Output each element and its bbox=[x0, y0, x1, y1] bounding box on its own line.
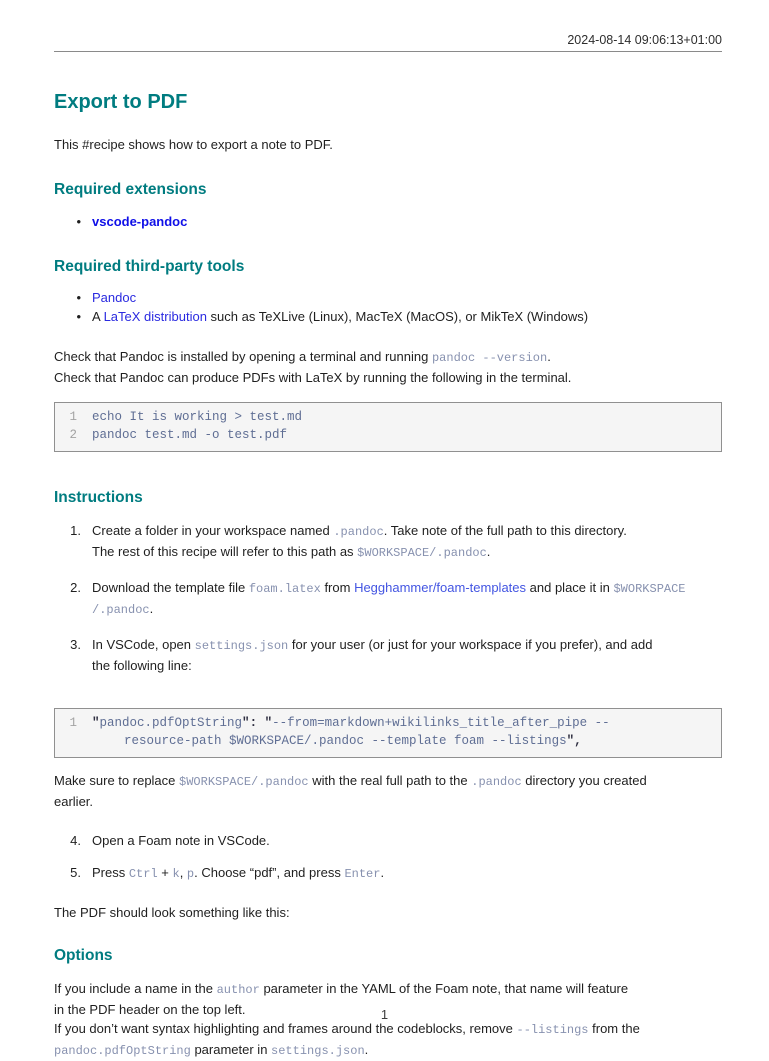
inline-code: pandoc.pdfOptString bbox=[99, 716, 243, 730]
inline-code: resource-path $WORKSPACE/.pandoc --template foam --listings bbox=[124, 733, 567, 748]
page-title: Export to PDF bbox=[54, 91, 188, 113]
text-line bbox=[92, 578, 722, 599]
text-line bbox=[54, 1040, 722, 1061]
inline-code: Ctrl bbox=[128, 867, 158, 881]
text-segment: Press bbox=[92, 865, 129, 880]
text-segment: and place it in bbox=[526, 580, 614, 595]
intro-paragraph bbox=[54, 135, 722, 154]
code-text bbox=[92, 715, 610, 733]
list-item-text bbox=[92, 289, 722, 308]
line-number: 1 bbox=[69, 410, 77, 424]
code-string-delimiter: " bbox=[264, 716, 273, 730]
link[interactable]: Hegghammer/foam-templates bbox=[354, 580, 527, 595]
text-line bbox=[92, 521, 722, 542]
text-segment: . Take note of the full path to this directory. bbox=[383, 523, 627, 538]
list-marker: • bbox=[76, 214, 81, 229]
text-segment: . bbox=[149, 601, 154, 616]
text-segment: directory you created bbox=[521, 773, 647, 788]
text-segment: with the real full path to the bbox=[308, 773, 472, 788]
text-segment: Create a folder in your workspace named bbox=[92, 523, 334, 538]
list-item bbox=[54, 289, 722, 308]
page-header bbox=[54, 0, 722, 52]
list-marker: 2. bbox=[70, 580, 81, 595]
text-segment: . bbox=[364, 1042, 369, 1057]
list-item-text bbox=[92, 521, 722, 563]
list-marker: • bbox=[76, 290, 81, 305]
text-segment: Check that Pandoc is installed by opening a terminal and running bbox=[54, 349, 432, 364]
list-marker: 4. bbox=[70, 833, 81, 848]
text-line bbox=[54, 368, 722, 387]
text-segment: the following line: bbox=[92, 658, 192, 673]
text-segment: Download the template file bbox=[92, 580, 249, 595]
list-item bbox=[54, 578, 722, 620]
inline-code: .pandoc bbox=[471, 775, 522, 789]
text-segment: in the PDF header on the top left. bbox=[54, 1002, 246, 1017]
code-string-delimiter: " bbox=[92, 716, 100, 730]
inline-code: pandoc.pdfOptString bbox=[54, 1044, 191, 1058]
header-rule bbox=[54, 51, 722, 52]
text-line bbox=[92, 213, 722, 232]
list-marker: 1. bbox=[70, 523, 81, 538]
code-string-delimiter: : bbox=[249, 716, 265, 730]
text-segment: . Choose “pdf”, and press bbox=[194, 865, 345, 880]
link[interactable]: Pandoc bbox=[92, 290, 137, 305]
text-line bbox=[54, 903, 722, 922]
inline-code: Enter bbox=[344, 867, 381, 881]
text-segment: A bbox=[92, 309, 104, 324]
list-item-text bbox=[92, 635, 722, 675]
list-marker: 5. bbox=[70, 865, 81, 880]
text-segment: from bbox=[320, 580, 355, 595]
inline-code: echo It is working > test.md bbox=[92, 410, 303, 424]
list-item-text bbox=[92, 213, 722, 232]
instructions-list-steps-4-5 bbox=[54, 831, 722, 884]
code-line bbox=[57, 715, 711, 733]
extensions-list bbox=[54, 213, 722, 232]
list-marker: 3. bbox=[70, 637, 81, 652]
list-item bbox=[54, 863, 722, 884]
line-number: 1 bbox=[69, 716, 77, 730]
text-line bbox=[92, 308, 722, 327]
text-line bbox=[54, 792, 722, 811]
link[interactable]: vscode-pandoc bbox=[92, 214, 188, 229]
page-number: 1 bbox=[380, 1007, 389, 1022]
text-line bbox=[92, 289, 722, 308]
text-segment: This #recipe shows how to export a note to PDF. bbox=[54, 137, 333, 152]
text-segment: , bbox=[179, 865, 187, 880]
heading-options: Options bbox=[54, 947, 113, 964]
list-item-text bbox=[92, 863, 722, 884]
line-number bbox=[57, 733, 77, 751]
text-segment: . bbox=[380, 865, 385, 880]
inline-code: p bbox=[186, 867, 195, 881]
heading-required-extensions: Required extensions bbox=[54, 181, 207, 198]
text-segment: Open a Foam note in VSCode. bbox=[92, 833, 270, 848]
replace-paragraph bbox=[54, 771, 722, 811]
text-segment: earlier. bbox=[54, 794, 94, 809]
list-item-text bbox=[92, 578, 722, 620]
heading-instructions: Instructions bbox=[54, 489, 143, 506]
text-line bbox=[54, 771, 722, 792]
text-segment: parameter in the YAML of the Foam note, that name will feature bbox=[259, 981, 629, 996]
inline-code: $WORKSPACE bbox=[613, 582, 686, 596]
text-segment: Make sure to replace bbox=[54, 773, 180, 788]
list-item-text bbox=[92, 308, 722, 327]
inline-code: /.pandoc bbox=[92, 603, 150, 617]
text-segment: such as TeXLive (Linux), MacTeX (MacOS), or MikTeX (Windows) bbox=[206, 309, 589, 324]
text-line bbox=[54, 1019, 722, 1040]
code-text bbox=[92, 427, 287, 445]
text-segment: parameter in bbox=[190, 1042, 272, 1057]
tools-list bbox=[54, 289, 722, 327]
inline-code: pandoc test.md -o test.pdf bbox=[92, 427, 288, 442]
text-segment: . bbox=[486, 544, 491, 559]
text-line bbox=[54, 979, 722, 1000]
list-item bbox=[54, 831, 722, 850]
inline-code: k bbox=[172, 867, 180, 881]
code-string-delimiter: ", bbox=[566, 733, 582, 748]
list-item bbox=[54, 213, 722, 232]
text-line bbox=[92, 863, 722, 884]
text-line bbox=[92, 831, 722, 850]
text-segment: for your user (or just for your workspace if you prefer), and add bbox=[288, 637, 653, 652]
inline-code: settings.json bbox=[271, 1044, 365, 1058]
text-segment: Check that Pandoc can produce PDFs with LaTeX by running the following in the terminal. bbox=[54, 370, 572, 385]
code-text bbox=[92, 409, 302, 427]
text-segment: If you don’t want syntax highlighting and frames around the codeblocks, remove bbox=[54, 1021, 517, 1036]
code-line bbox=[57, 409, 711, 427]
text-line bbox=[92, 656, 722, 675]
text-line bbox=[54, 135, 722, 154]
instructions-list-steps-1-3 bbox=[54, 521, 722, 675]
text-segment: + bbox=[157, 865, 173, 880]
code-line bbox=[57, 427, 711, 445]
inline-code: --listings bbox=[516, 1023, 589, 1037]
text-segment: . bbox=[547, 349, 551, 364]
inline-code: foam.latex bbox=[248, 582, 321, 596]
inline-code: .pandoc bbox=[333, 525, 384, 539]
inline-code: --from=markdown+wikilinks_title_after_pipe -- bbox=[272, 716, 610, 730]
text-segment: The rest of this recipe will refer to this path as bbox=[92, 544, 358, 559]
inline-code: settings.json bbox=[194, 639, 289, 653]
code-line bbox=[57, 733, 711, 751]
inline-code: pandoc --version bbox=[431, 351, 548, 365]
code-text bbox=[92, 733, 582, 751]
text-segment: The PDF should look something like this: bbox=[54, 905, 290, 920]
check-paragraph bbox=[54, 347, 722, 387]
list-marker: • bbox=[76, 309, 81, 324]
header-date: 2024-08-14 09:06:13+01:00 bbox=[567, 33, 722, 47]
pdf-preview-paragraph bbox=[54, 903, 722, 922]
text-segment: If you include a name in the bbox=[54, 981, 217, 996]
link[interactable]: LaTeX distribution bbox=[103, 309, 207, 324]
text-segment: In VSCode, open bbox=[92, 637, 195, 652]
text-line bbox=[92, 635, 722, 656]
code-block-terminal bbox=[54, 402, 722, 452]
text-line bbox=[92, 599, 722, 620]
list-item bbox=[54, 635, 722, 675]
list-item bbox=[54, 308, 722, 327]
text-segment: from the bbox=[588, 1021, 640, 1036]
code-string-delimiter: " bbox=[242, 716, 250, 730]
text-line bbox=[92, 542, 722, 563]
line-number: 2 bbox=[69, 427, 77, 442]
list-item bbox=[54, 521, 722, 563]
code-block-settings bbox=[54, 708, 722, 758]
text-line bbox=[54, 347, 722, 368]
heading-required-tools: Required third-party tools bbox=[54, 258, 245, 275]
inline-code: $WORKSPACE/.pandoc bbox=[179, 775, 309, 789]
inline-code: $WORKSPACE/.pandoc bbox=[357, 546, 487, 560]
list-item-text bbox=[92, 831, 722, 850]
inline-code: author bbox=[216, 983, 260, 997]
